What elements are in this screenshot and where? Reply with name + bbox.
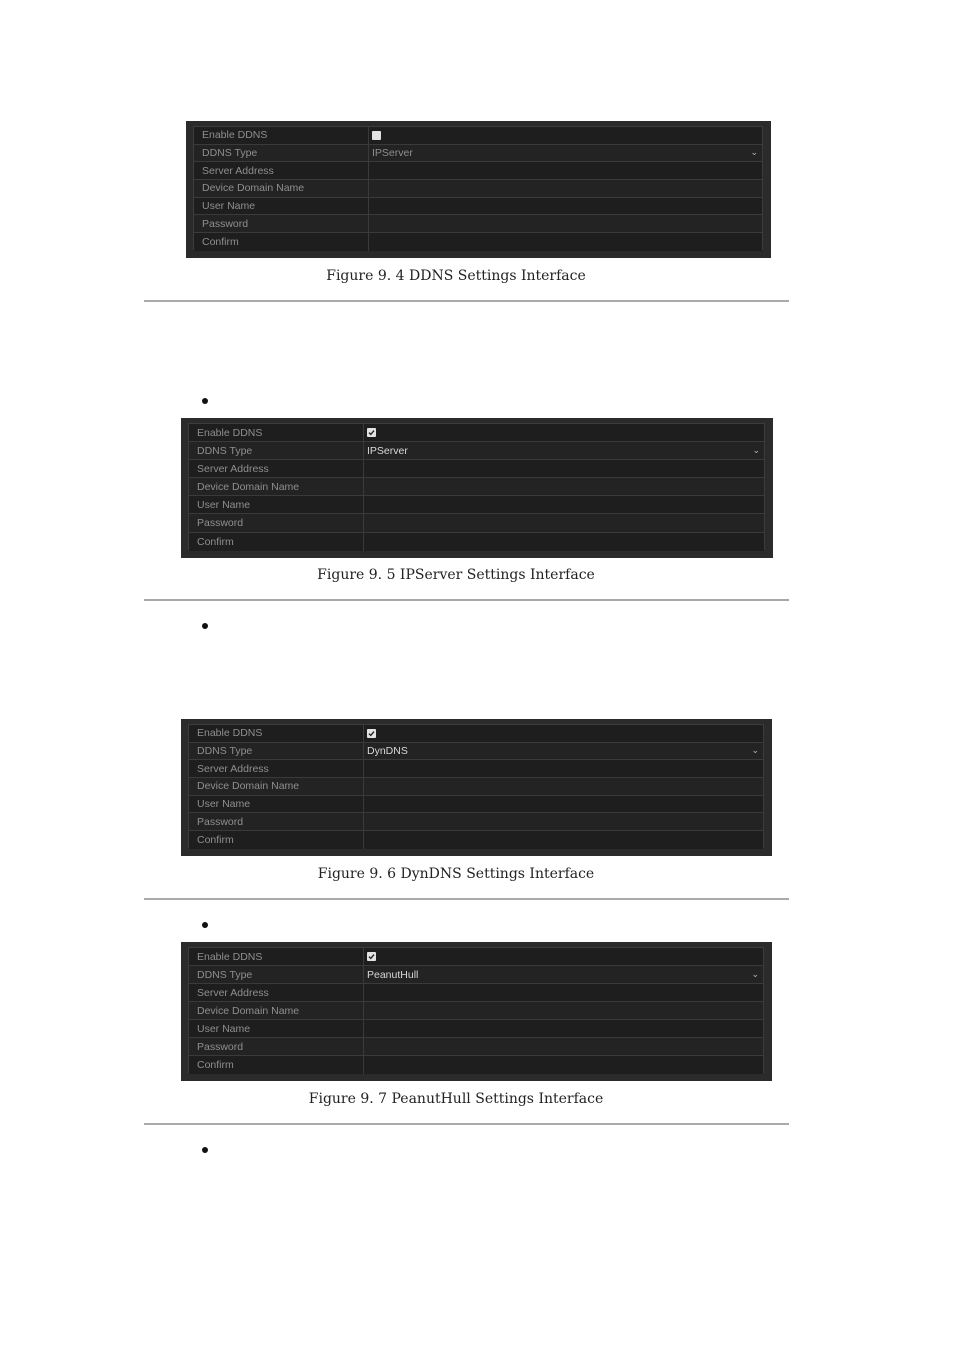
label-enable-ddns: Enable DDNS bbox=[189, 424, 364, 441]
settings-table bbox=[188, 423, 765, 550]
row-confirm bbox=[194, 233, 762, 251]
label-server-address: Server Address bbox=[194, 162, 369, 179]
server-address-input[interactable] bbox=[364, 760, 763, 777]
figure-caption: Figure 9. 4 DDNS Settings Interface bbox=[326, 268, 586, 284]
row-confirm bbox=[189, 1056, 763, 1074]
figure-caption: Figure 9. 5 IPServer Settings Interface bbox=[317, 567, 595, 583]
divider bbox=[144, 300, 789, 302]
settings-table bbox=[188, 947, 764, 1073]
ddns-type-select[interactable] bbox=[364, 966, 763, 983]
row-device-domain-name bbox=[189, 478, 764, 496]
label-confirm: Confirm bbox=[194, 233, 369, 251]
label-device-domain-name: Device Domain Name bbox=[189, 1002, 364, 1019]
password-input[interactable] bbox=[369, 215, 762, 232]
user-name-input[interactable] bbox=[364, 796, 763, 813]
label-user-name: User Name bbox=[189, 496, 364, 513]
check-icon bbox=[368, 429, 375, 436]
chevron-down-icon: ⌄ bbox=[751, 968, 759, 979]
row-server-address bbox=[194, 162, 762, 180]
label-password: Password bbox=[189, 813, 364, 830]
label-ddns-type: DDNS Type bbox=[189, 966, 364, 983]
row-ddns-type bbox=[194, 145, 762, 163]
settings-table bbox=[188, 724, 764, 848]
row-password bbox=[189, 1038, 763, 1056]
label-server-address: Server Address bbox=[189, 984, 364, 1001]
value-enable-ddns bbox=[364, 725, 763, 742]
bullet bbox=[202, 398, 208, 404]
row-user-name bbox=[189, 1020, 763, 1038]
confirm-input[interactable] bbox=[364, 1056, 763, 1074]
check-icon bbox=[368, 953, 375, 960]
row-device-domain-name bbox=[194, 180, 762, 198]
server-address-input[interactable] bbox=[364, 460, 764, 477]
row-user-name bbox=[194, 198, 762, 216]
row-user-name bbox=[189, 796, 763, 814]
bullet bbox=[202, 1147, 208, 1153]
device-domain-name-input[interactable] bbox=[364, 778, 763, 795]
row-ddns-type bbox=[189, 442, 764, 460]
label-enable-ddns: Enable DDNS bbox=[189, 725, 364, 742]
ddns-settings-panel bbox=[186, 121, 771, 258]
row-user-name bbox=[189, 496, 764, 514]
row-password bbox=[189, 514, 764, 532]
chevron-down-icon: ⌄ bbox=[750, 146, 758, 157]
row-device-domain-name bbox=[189, 778, 763, 796]
label-password: Password bbox=[194, 215, 369, 232]
label-device-domain-name: Device Domain Name bbox=[189, 778, 364, 795]
enable-ddns-checkbox[interactable] bbox=[367, 952, 376, 961]
row-ddns-type bbox=[189, 966, 763, 984]
bullet bbox=[202, 623, 208, 629]
label-user-name: User Name bbox=[189, 1020, 364, 1037]
ddns-type-value: IPServer bbox=[372, 147, 413, 160]
confirm-input[interactable] bbox=[364, 831, 763, 849]
label-confirm: Confirm bbox=[189, 831, 364, 849]
row-enable-ddns bbox=[189, 948, 763, 966]
server-address-input[interactable] bbox=[364, 984, 763, 1001]
settings-table bbox=[193, 126, 763, 250]
row-enable-ddns bbox=[189, 725, 763, 743]
ddns-type-select[interactable] bbox=[364, 743, 763, 760]
row-confirm bbox=[189, 831, 763, 849]
label-ddns-type: DDNS Type bbox=[194, 145, 369, 162]
user-name-input[interactable] bbox=[364, 496, 764, 513]
ipserver-settings-panel bbox=[181, 418, 773, 558]
row-server-address bbox=[189, 984, 763, 1002]
bullet bbox=[202, 922, 208, 928]
label-confirm: Confirm bbox=[189, 1056, 364, 1074]
user-name-input[interactable] bbox=[369, 198, 762, 215]
device-domain-name-input[interactable] bbox=[364, 1002, 763, 1019]
label-ddns-type: DDNS Type bbox=[189, 743, 364, 760]
label-device-domain-name: Device Domain Name bbox=[189, 478, 364, 495]
label-server-address: Server Address bbox=[189, 760, 364, 777]
figure-caption: Figure 9. 7 PeanutHull Settings Interface bbox=[308, 1091, 604, 1107]
confirm-input[interactable] bbox=[364, 533, 764, 551]
row-enable-ddns bbox=[189, 424, 764, 442]
label-enable-ddns: Enable DDNS bbox=[194, 127, 369, 144]
row-server-address bbox=[189, 460, 764, 478]
row-ddns-type bbox=[189, 743, 763, 761]
ddns-type-select[interactable] bbox=[369, 145, 762, 162]
dyndns-settings-panel bbox=[181, 719, 772, 856]
device-domain-name-input[interactable] bbox=[364, 478, 764, 495]
label-confirm: Confirm bbox=[189, 533, 364, 551]
ddns-type-select[interactable] bbox=[364, 442, 764, 459]
label-server-address: Server Address bbox=[189, 460, 364, 477]
ddns-type-value: DynDNS bbox=[367, 745, 408, 758]
server-address-input[interactable] bbox=[369, 162, 762, 179]
check-icon bbox=[368, 730, 375, 737]
peanuthull-settings-panel bbox=[181, 942, 772, 1081]
label-password: Password bbox=[189, 514, 364, 531]
value-enable-ddns bbox=[369, 127, 762, 144]
confirm-input[interactable] bbox=[369, 233, 762, 251]
label-enable-ddns: Enable DDNS bbox=[189, 948, 364, 965]
label-password: Password bbox=[189, 1038, 364, 1055]
enable-ddns-checkbox[interactable] bbox=[367, 428, 376, 437]
enable-ddns-checkbox[interactable] bbox=[367, 729, 376, 738]
user-name-input[interactable] bbox=[364, 1020, 763, 1037]
chevron-down-icon: ⌄ bbox=[751, 744, 759, 755]
row-password bbox=[194, 215, 762, 233]
password-input[interactable] bbox=[364, 514, 764, 531]
row-enable-ddns bbox=[194, 127, 762, 145]
row-confirm bbox=[189, 533, 764, 551]
password-input[interactable] bbox=[364, 1038, 763, 1055]
ddns-type-value: IPServer bbox=[367, 444, 408, 457]
label-user-name: User Name bbox=[194, 198, 369, 215]
device-domain-name-input[interactable] bbox=[369, 180, 762, 197]
label-device-domain-name: Device Domain Name bbox=[194, 180, 369, 197]
figure-caption: Figure 9. 6 DynDNS Settings Interface bbox=[317, 866, 595, 882]
label-ddns-type: DDNS Type bbox=[189, 442, 364, 459]
value-enable-ddns bbox=[364, 424, 764, 441]
divider bbox=[144, 599, 789, 601]
label-user-name: User Name bbox=[189, 796, 364, 813]
divider bbox=[144, 1123, 789, 1125]
enable-ddns-checkbox[interactable] bbox=[372, 131, 381, 140]
row-device-domain-name bbox=[189, 1002, 763, 1020]
row-server-address bbox=[189, 760, 763, 778]
chevron-down-icon: ⌄ bbox=[752, 444, 760, 455]
value-enable-ddns bbox=[364, 948, 763, 965]
row-password bbox=[189, 813, 763, 831]
divider bbox=[144, 898, 789, 900]
ddns-type-value: PeanutHull bbox=[367, 968, 419, 981]
password-input[interactable] bbox=[364, 813, 763, 830]
